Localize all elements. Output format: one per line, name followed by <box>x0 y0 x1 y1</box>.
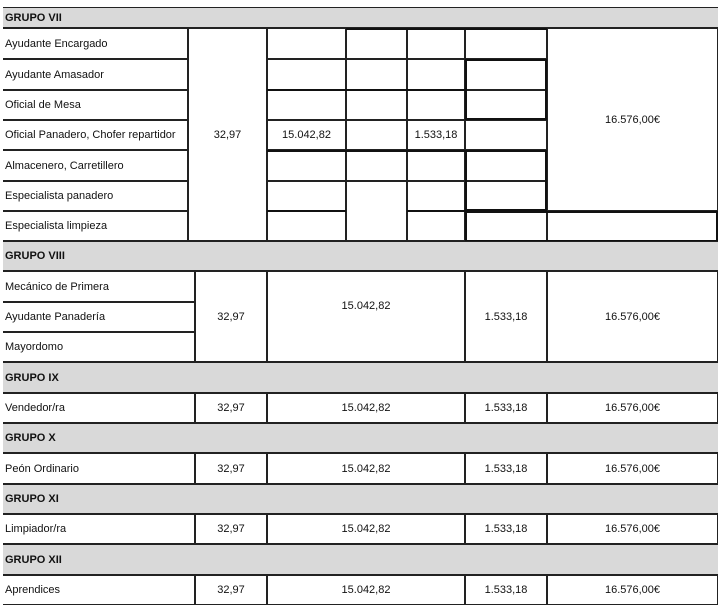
category-label: Ayudante Amasador <box>3 59 188 90</box>
annual-total-cell: 16.576,00€ <box>547 28 718 211</box>
annual-total-cell: 16.576,00€ <box>547 514 718 544</box>
annual-total-cell: 16.576,00€ <box>547 575 718 605</box>
group-header: GRUPO X <box>3 423 718 453</box>
category-label: Almacenero, Carretillero <box>3 150 188 181</box>
annual-total-cell: 16.576,00€ <box>547 393 718 423</box>
empty-cell <box>267 211 346 241</box>
empty-cell <box>407 28 465 59</box>
base-salary-cell: 15.042,82 <box>267 271 465 362</box>
category-label: Especialista limpieza <box>3 211 188 241</box>
empty-cell <box>407 211 465 241</box>
base-salary-cell: 15.042,82 <box>267 120 346 150</box>
category-label: Mayordomo <box>3 332 195 362</box>
hourly-rate-cell: 32,97 <box>195 271 267 362</box>
annual-total-cell: 16.576,00€ <box>547 271 718 362</box>
salary-table <box>3 7 718 605</box>
category-label: Ayudante Panadería <box>3 302 195 332</box>
category-label: Oficial Panadero, Chofer repartidor <box>3 120 188 150</box>
empty-cell <box>267 59 346 90</box>
bonus-cell: 1.533,18 <box>465 453 547 484</box>
table-rule <box>267 89 465 92</box>
group-header: GRUPO VII <box>3 7 718 28</box>
empty-cell <box>267 150 346 181</box>
table-rule <box>407 210 465 213</box>
table-rule <box>465 28 547 31</box>
empty-cell <box>267 28 346 59</box>
group-header: GRUPO IX <box>3 362 718 393</box>
hourly-rate-cell: 32,97 <box>195 393 267 423</box>
empty-cell <box>407 150 465 181</box>
base-salary-cell: 15.042,82 <box>267 393 465 423</box>
bonus-cell: 1.533,18 <box>407 120 465 150</box>
bonus-cell: 1.533,18 <box>465 575 547 605</box>
hourly-rate-cell: 32,97 <box>195 575 267 605</box>
table-rule <box>465 211 718 242</box>
table-rule <box>346 28 407 31</box>
empty-cell <box>346 120 407 150</box>
category-label: Mecánico de Primera <box>3 271 195 302</box>
empty-cell <box>267 90 346 120</box>
annual-total-cell: 16.576,00€ <box>547 453 718 484</box>
hourly-rate-cell: 32,97 <box>195 514 267 544</box>
empty-cell <box>407 59 465 90</box>
group-header: GRUPO VIII <box>3 241 718 271</box>
table-rule <box>465 150 547 211</box>
category-label: Oficial de Mesa <box>3 90 188 120</box>
category-label: Ayudante Encargado <box>3 28 188 59</box>
category-label: Limpiador/ra <box>3 514 195 544</box>
table-rule <box>267 210 346 213</box>
category-label: Peón Ordinario <box>3 453 195 484</box>
bonus-cell: 1.533,18 <box>465 514 547 544</box>
empty-cell <box>407 181 465 211</box>
base-salary-cell: 15.042,82 <box>267 453 465 484</box>
empty-cell <box>346 59 407 90</box>
empty-cell <box>346 181 407 241</box>
table-rule <box>267 150 465 153</box>
table-rule <box>407 28 465 31</box>
table-rule <box>465 59 547 120</box>
category-label: Especialista panadero <box>3 181 188 211</box>
empty-cell <box>465 120 547 150</box>
base-salary-cell: 15.042,82 <box>267 514 465 544</box>
category-label: Aprendices <box>3 575 195 605</box>
group-header: GRUPO XII <box>3 544 718 575</box>
empty-cell <box>407 90 465 120</box>
bonus-cell: 1.533,18 <box>465 271 547 362</box>
empty-cell <box>465 28 547 59</box>
empty-cell <box>346 150 407 181</box>
hourly-rate-cell: 32,97 <box>195 453 267 484</box>
hourly-rate-cell: 32,97 <box>188 28 267 241</box>
empty-cell <box>346 28 407 59</box>
category-label: Vendedor/ra <box>3 393 195 423</box>
base-salary-cell: 15.042,82 <box>267 575 465 605</box>
empty-cell <box>267 181 346 211</box>
group-header: GRUPO XI <box>3 484 718 514</box>
bonus-cell: 1.533,18 <box>465 393 547 423</box>
empty-cell <box>346 90 407 120</box>
